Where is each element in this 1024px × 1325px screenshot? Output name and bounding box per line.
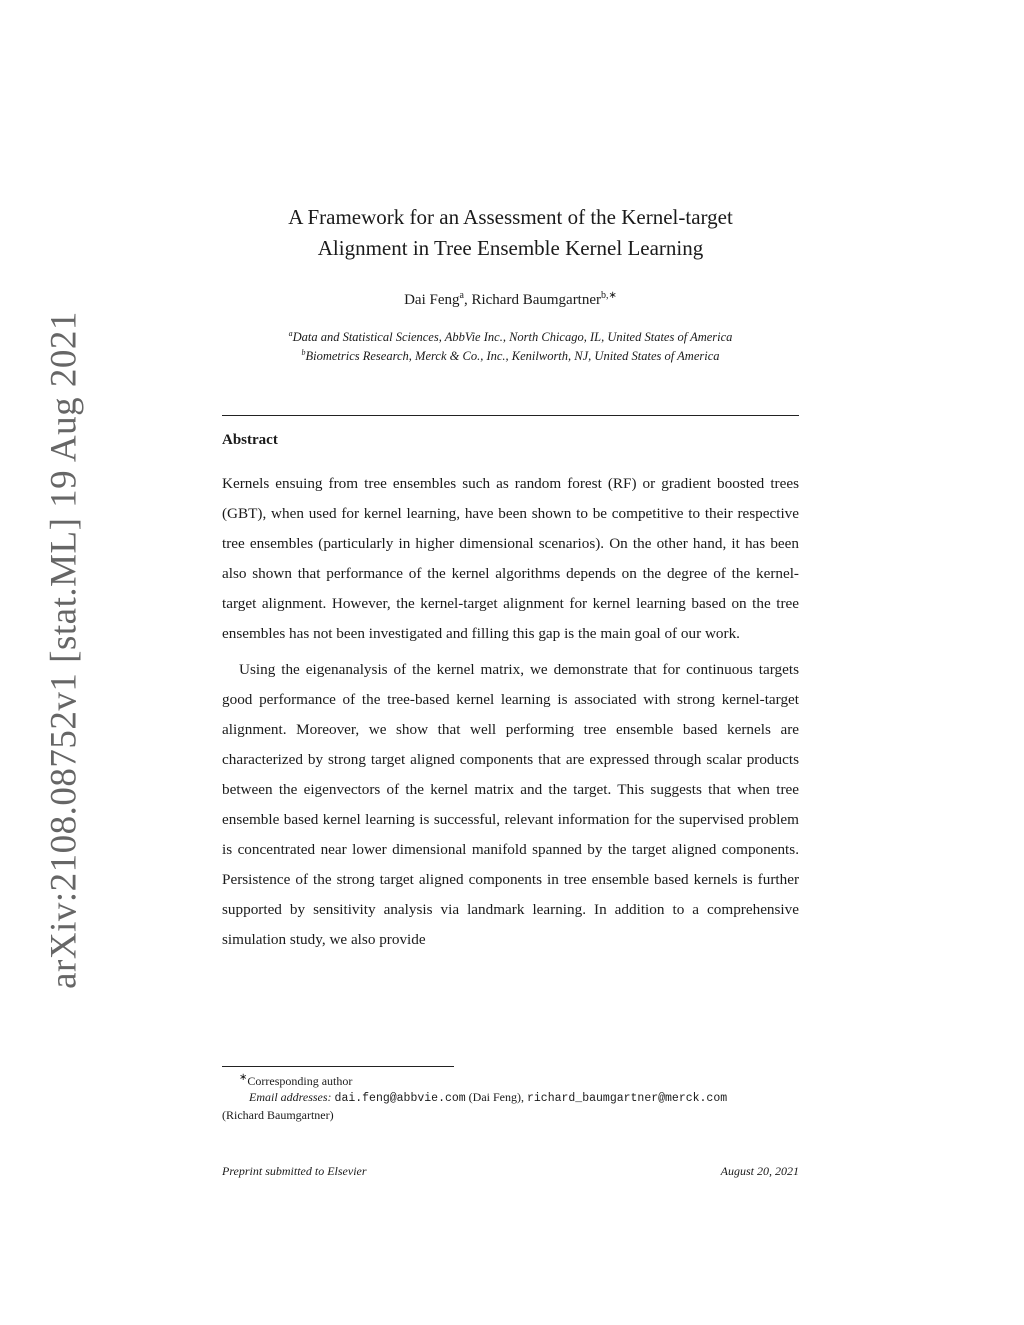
footer-preprint-note: Preprint submitted to Elsevier	[222, 1164, 367, 1178]
footnote-divider	[222, 1066, 454, 1067]
footnote-email-owner: (Richard Baumgartner)	[222, 1108, 334, 1122]
author-name: Dai Feng	[404, 292, 460, 308]
email-owner: (Dai Feng),	[465, 1090, 527, 1104]
affil-mark: b	[301, 348, 306, 358]
affiliation-b	[212, 345, 809, 364]
arxiv-side-stamp: arXiv:2108.08752v1 [stat.ML] 19 Aug 2021	[43, 311, 85, 989]
footnote-corresponding	[222, 1070, 799, 1089]
author-name: Richard Baumgartner	[471, 292, 602, 308]
title-line-1: A Framework for an Assessment of the Kernel-target	[288, 205, 733, 229]
affiliations	[212, 326, 809, 364]
affil-text: Biometrics Research, Merck & Co., Inc., Kenilworth, NJ, United States of America	[305, 349, 720, 364]
email-link[interactable]: dai.feng@abbvie.com	[334, 1092, 466, 1105]
footnote-mark: ∗	[239, 1072, 248, 1083]
abstract-body	[222, 469, 799, 955]
author-list	[222, 290, 799, 309]
abstract-divider	[222, 415, 799, 416]
email-link[interactable]: richard_baumgartner@merck.com	[527, 1092, 728, 1105]
footnote-text: Corresponding author	[247, 1074, 353, 1088]
abstract-paragraph: Using the eigenanalysis of the kernel matrix, we demonstrate that for continuous targets good performance of the tree-based kernel learning is associated with strong kernel-target alignment. Moreover, we show that well performing tree ensemble based kernels are characterized by strong target aligned components that are expressed through scalar products between the eigenvectors of the kernel matrix and the target. This suggests that when tree ensemble based kernel learning is successful, relevant information for the supervised problem is concentrated near lower dimensional manifold spanned by the target aligned components. Persistence of the strong target aligned components in tree ensemble based kernels is further supported by sensitivity analysis via landmark learning. In addition to a comprehensive simulation study, we also provide	[222, 661, 799, 948]
paper-title	[192, 202, 829, 264]
author-affil-mark: a	[459, 290, 464, 301]
author-affil-mark: b,∗	[601, 290, 617, 301]
abstract-paragraph: Kernels ensuing from tree ensembles such as random forest (RF) or gradient boosted trees (GBT), when used for kernel learning, have been shown to be competitive to their respective tree ensembles (particularly in higher dimensional scenarios). On the other hand, it has been also shown that performance of the kernel algorithms depends on the degree of the kernel-target alignment. However, the kernel-target alignment for kernel learning based on the tree ensembles has not been investigated and filling this gap is the main goal of our work.	[222, 475, 799, 642]
affil-text: Data and Statistical Sciences, AbbVie Inc., North Chicago, IL, United States of America	[292, 330, 733, 345]
abstract-heading: Abstract	[222, 432, 278, 448]
affil-mark: a	[288, 329, 293, 338]
title-line-2: Alignment in Tree Ensemble Kernel Learning	[317, 236, 704, 260]
affiliation-a	[212, 326, 809, 345]
email-label: Email addresses:	[249, 1090, 332, 1104]
footnotes	[222, 1070, 799, 1123]
footnote-emails	[222, 1089, 799, 1107]
author-separator: ,	[463, 292, 472, 308]
footer-date: August 20, 2021	[720, 1164, 799, 1178]
